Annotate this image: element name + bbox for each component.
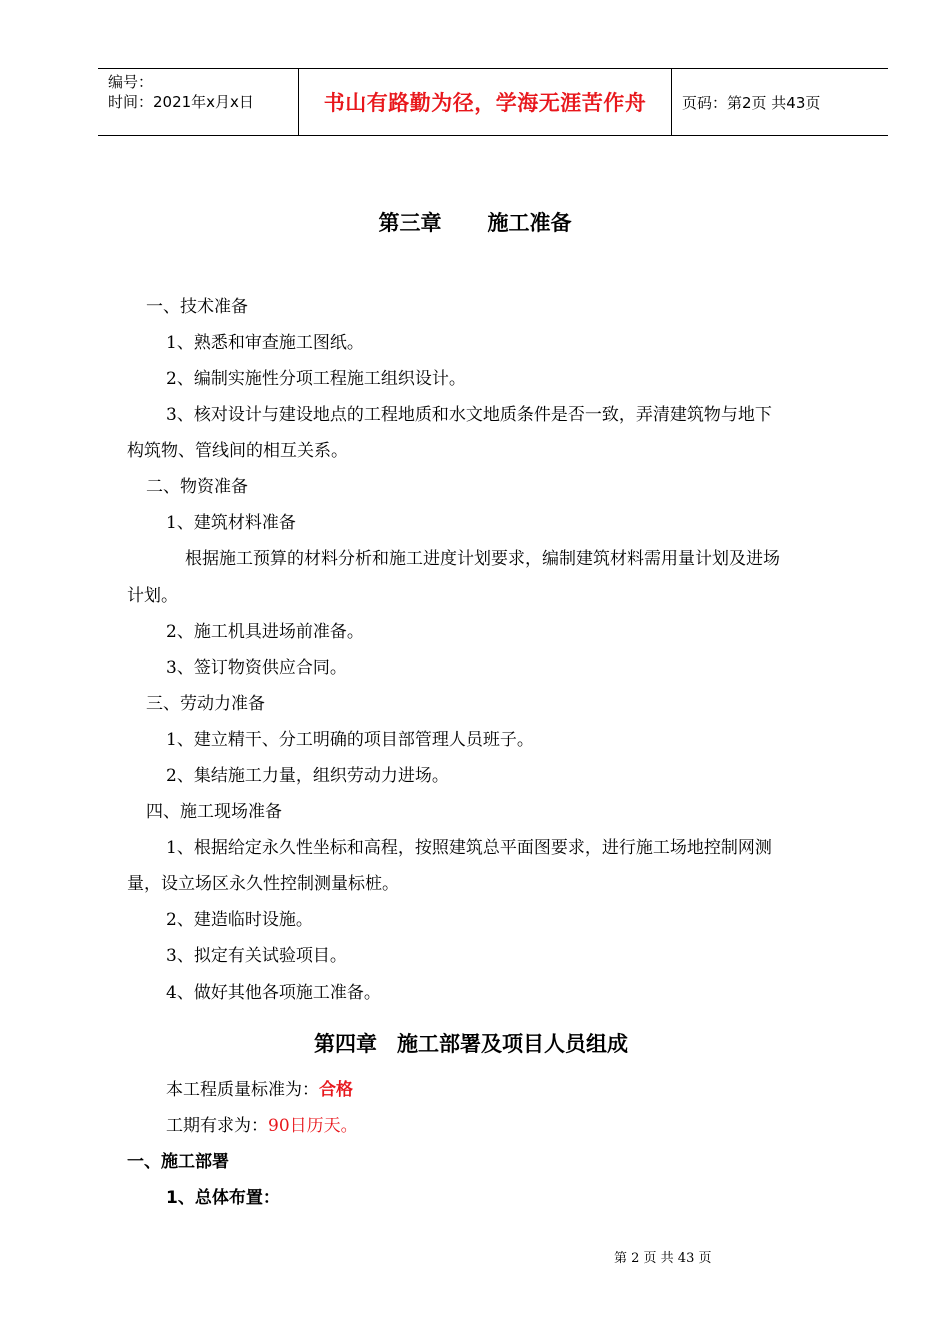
page-footer: 第 2 页 共 43 页 [614,1251,712,1266]
paragraph: 1、建筑材料准备 [166,513,296,533]
paragraph: 1、根据给定永久性坐标和高程，按照建筑总平面图要求，进行施工场地控制网测 [166,838,772,858]
header-meta-cell [98,69,299,135]
header-page-number: 页码：第2页 共43页 [682,93,821,112]
chapter3-title [0,207,950,237]
paragraph: 计划。 [127,586,178,606]
paragraph: 2、建造临时设施。 [166,910,313,930]
header-motto: 书山有路勤为径，学海无涯苦作舟 [323,91,647,115]
paragraph: 构筑物、管线间的相互关系。 [127,441,348,461]
chapter3-number: 第三章 [378,211,442,235]
subsection-heading: 1、总体布置： [166,1188,280,1208]
chapter4-number: 第四章 [314,1032,377,1056]
paragraph: 2、集结施工力量，组织劳动力进场。 [166,766,449,786]
paragraph: 根据施工预算的材料分析和施工进度计划要求，编制建筑材料需用量计划及进场 [185,549,780,569]
paragraph: 二、物资准备 [146,477,248,497]
duration-line [166,1116,358,1136]
header-page-cell [672,69,888,135]
paragraph: 3、拟定有关试验项目。 [166,946,347,966]
quality-standard-label: 本工程质量标准为： [166,1080,319,1100]
chapter4-name: 施工部署及项目人员组成 [397,1032,628,1056]
paragraph: 4、做好其他各项施工准备。 [166,983,381,1003]
paragraph: 四、施工现场准备 [146,802,282,822]
paragraph: 一、技术准备 [146,297,248,317]
document-number-label: 编号： [108,73,154,91]
paragraph: 1、熟悉和审查施工图纸。 [166,333,364,353]
paragraph: 2、施工机具进场前准备。 [166,622,364,642]
paragraph: 3、核对设计与建设地点的工程地质和水文地质条件是否一致，弄清建筑物与地下 [166,405,772,425]
paragraph: 量，设立场区永久性控制测量标桩。 [127,874,399,894]
quality-standard-line [166,1080,353,1100]
chapter4-title [0,1028,946,1058]
section-heading: 一、施工部署 [127,1152,229,1172]
paragraph: 2、编制实施性分项工程施工组织设计。 [166,369,466,389]
document-header [98,68,888,136]
paragraph: 3、签订物资供应合同。 [166,658,347,678]
duration-label: 工期有求为： [166,1116,268,1136]
document-time-label: 时间：2021年x月x日 [108,93,254,111]
chapter3-name: 施工准备 [487,211,572,235]
header-motto-cell [299,69,672,135]
duration-value: 90日历天。 [268,1116,358,1136]
paragraph: 三、劳动力准备 [146,694,265,714]
quality-standard-value: 合格 [319,1080,353,1100]
paragraph: 1、建立精干、分工明确的项目部管理人员班子。 [166,730,534,750]
